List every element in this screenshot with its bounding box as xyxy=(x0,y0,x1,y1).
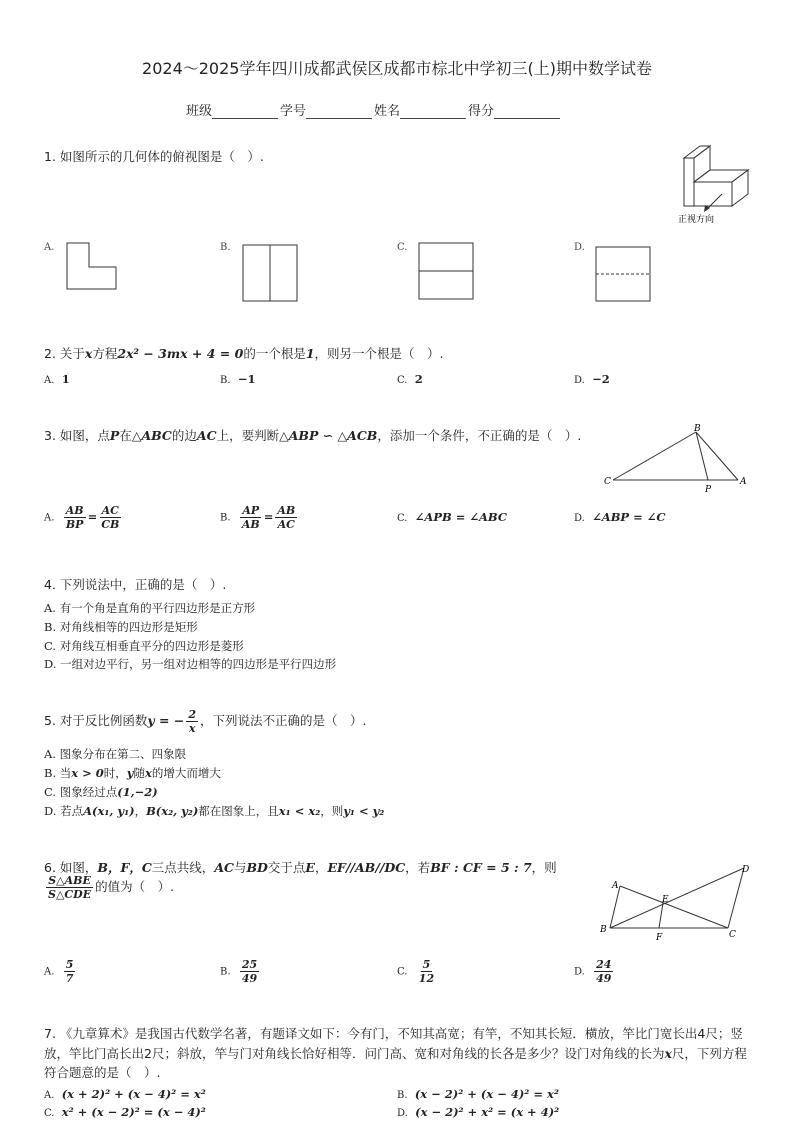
info-class-label: 班级 xyxy=(186,104,213,119)
student-info xyxy=(186,100,562,119)
q6-option-c[interactable]: C. $\frac{5}{12}$ xyxy=(397,958,435,985)
q3-fig-P: P xyxy=(705,485,712,495)
q1-option-c-figure[interactable] xyxy=(416,240,476,302)
q6-option-b[interactable]: B. $\frac{25}{49}$ xyxy=(220,958,258,985)
q7-stem-line2: 放，竿比门高长出2尺；斜放，竿与门对角线长恰好相等．问门高、宽和对角线的长各是多少？设门对角线的长为x尺，下列方程 xyxy=(44,1046,747,1061)
q6-fig-A: A xyxy=(612,881,619,891)
q1-option-d-figure[interactable] xyxy=(593,244,653,306)
info-number-label: 学号 xyxy=(280,104,307,119)
name-blank[interactable] xyxy=(400,106,466,119)
q5-option-b[interactable]: B. 当x > 0时，y随x的增大而增大 xyxy=(44,766,221,780)
q7-option-a[interactable]: A. (x + 2)² + (x − 4)² = x² xyxy=(44,1087,206,1101)
number-blank[interactable] xyxy=(306,106,372,119)
q2-option-a[interactable]: A. 1 xyxy=(44,372,70,386)
q3-option-c[interactable]: C. ∠APB = ∠ABC xyxy=(397,510,508,524)
info-name-label: 姓名 xyxy=(374,104,401,119)
q3-option-a[interactable]: A. $\frac{AB}{BP}$ = $\frac{AC}{CB}$ xyxy=(44,504,120,531)
q1-option-b-figure[interactable] xyxy=(240,242,300,304)
q3-stem: 3. 如图，点P在△ABC的边AC上，要判断△ABP ∽ △ACB，添加一个条件，不正确的是（ ）. xyxy=(44,428,582,443)
q5-option-d[interactable]: D. 若点A(x₁, y₁)，B(x₂, y₂)都在图象上，且x₁ < x₂，则y₁ < y₂ xyxy=(44,804,385,818)
q6-fig-F: F xyxy=(656,933,663,943)
q1-option-a-figure[interactable] xyxy=(64,240,122,292)
q1-stem: 1. 如图所示的几何体的俯视图是（ ）. xyxy=(44,149,264,164)
q7-stem-line1: 7. 《九章算术》是我国古代数学名著，有题译文如下：今有门，不知其高宽；有竿，不知其长短．横放，竿比门宽长出4尺；竖 xyxy=(44,1026,743,1041)
q3-option-b[interactable]: B. $\frac{AP}{AB}$ = $\frac{AB}{AC}$ xyxy=(220,504,296,531)
q7-option-d[interactable]: D. (x − 2)² + x² = (x + 4)² xyxy=(397,1105,560,1119)
q1-option-b-label[interactable]: B. xyxy=(220,242,231,253)
q2-option-b[interactable]: B. −1 xyxy=(220,372,256,386)
q7-option-b[interactable]: B. (x − 2)² + (x − 4)² = x² xyxy=(397,1087,559,1101)
q6-fig-D: D xyxy=(742,865,750,875)
q2-option-c[interactable]: C. 2 xyxy=(397,372,423,386)
q6-fig-E: E xyxy=(662,895,669,905)
info-score-label: 得分 xyxy=(468,104,495,119)
q1-option-c-label[interactable]: C. xyxy=(397,242,408,253)
q4-option-c[interactable]: C. 对角线互相垂直平分的四边形是菱形 xyxy=(44,639,244,653)
q6-fig-B: B xyxy=(600,925,607,935)
q6-option-a[interactable]: A. $\frac{5}{7}$ xyxy=(44,958,74,985)
page-title: 2024～2025学年四川成都武侯区成都市棕北中学初三(上)期中数学试卷 xyxy=(142,59,652,78)
score-blank[interactable] xyxy=(494,106,560,119)
q1-view-label: 正视方向 xyxy=(678,215,715,225)
q4-option-b[interactable]: B. 对角线相等的四边形是矩形 xyxy=(44,620,198,634)
q3-fig-C: C xyxy=(604,477,611,487)
q6-stem-line2: $\frac{\text{S△ABE}}{\text{S△CDE}}$ 的值为（ ）. xyxy=(48,874,175,901)
q3-fig-A: A xyxy=(740,477,747,487)
q5-option-c[interactable]: C. 图象经过点(1,−2) xyxy=(44,785,158,799)
q6-figure xyxy=(598,860,758,944)
q7-option-c[interactable]: C. x² + (x − 2)² = (x − 4)² xyxy=(44,1105,206,1119)
q3-fig-B: B xyxy=(694,424,701,434)
q6-fig-C: C xyxy=(729,930,736,940)
class-blank[interactable] xyxy=(212,106,278,119)
q1-solid-figure xyxy=(670,140,760,230)
q6-option-d[interactable]: D. $\frac{24}{49}$ xyxy=(574,958,612,985)
q1-option-d-label[interactable]: D. xyxy=(574,242,585,253)
q4-stem: 4. 下列说法中，正确的是（ ）. xyxy=(44,577,227,592)
q1-option-a-label[interactable]: A. xyxy=(44,242,55,253)
q6-stem: 6. 如图，B，F，C三点共线，AC与BD交于点E，EF//AB//DC，若BF : CF = 5 : 7，则 xyxy=(44,860,557,875)
q2-stem: 2. 关于x方程2x² − 3mx + 4 = 0的一个根是1，则另一个根是（ ）. xyxy=(44,346,444,361)
q2-equation: 2x² − 3mx + 4 = 0 xyxy=(117,346,244,361)
q7-stem-line3: 符合题意的是（ ）. xyxy=(44,1065,161,1080)
q5-option-a[interactable]: A. 图象分布在第二、四象限 xyxy=(44,747,187,761)
q3-triangle-figure xyxy=(600,422,754,496)
q5-stem: 5. 对于反比例函数y = − $\frac{2}{x}$ ，下列说法不正确的是（ ）. xyxy=(44,708,367,735)
q4-option-d[interactable]: D. 一组对边平行，另一组对边相等的四边形是平行四边形 xyxy=(44,657,337,671)
q3-option-d[interactable]: D. ∠ABP = ∠C xyxy=(574,510,666,524)
q2-option-d[interactable]: D. −2 xyxy=(574,372,610,386)
q4-option-a[interactable]: A. 有一个角是直角的平行四边形是正方形 xyxy=(44,601,256,615)
